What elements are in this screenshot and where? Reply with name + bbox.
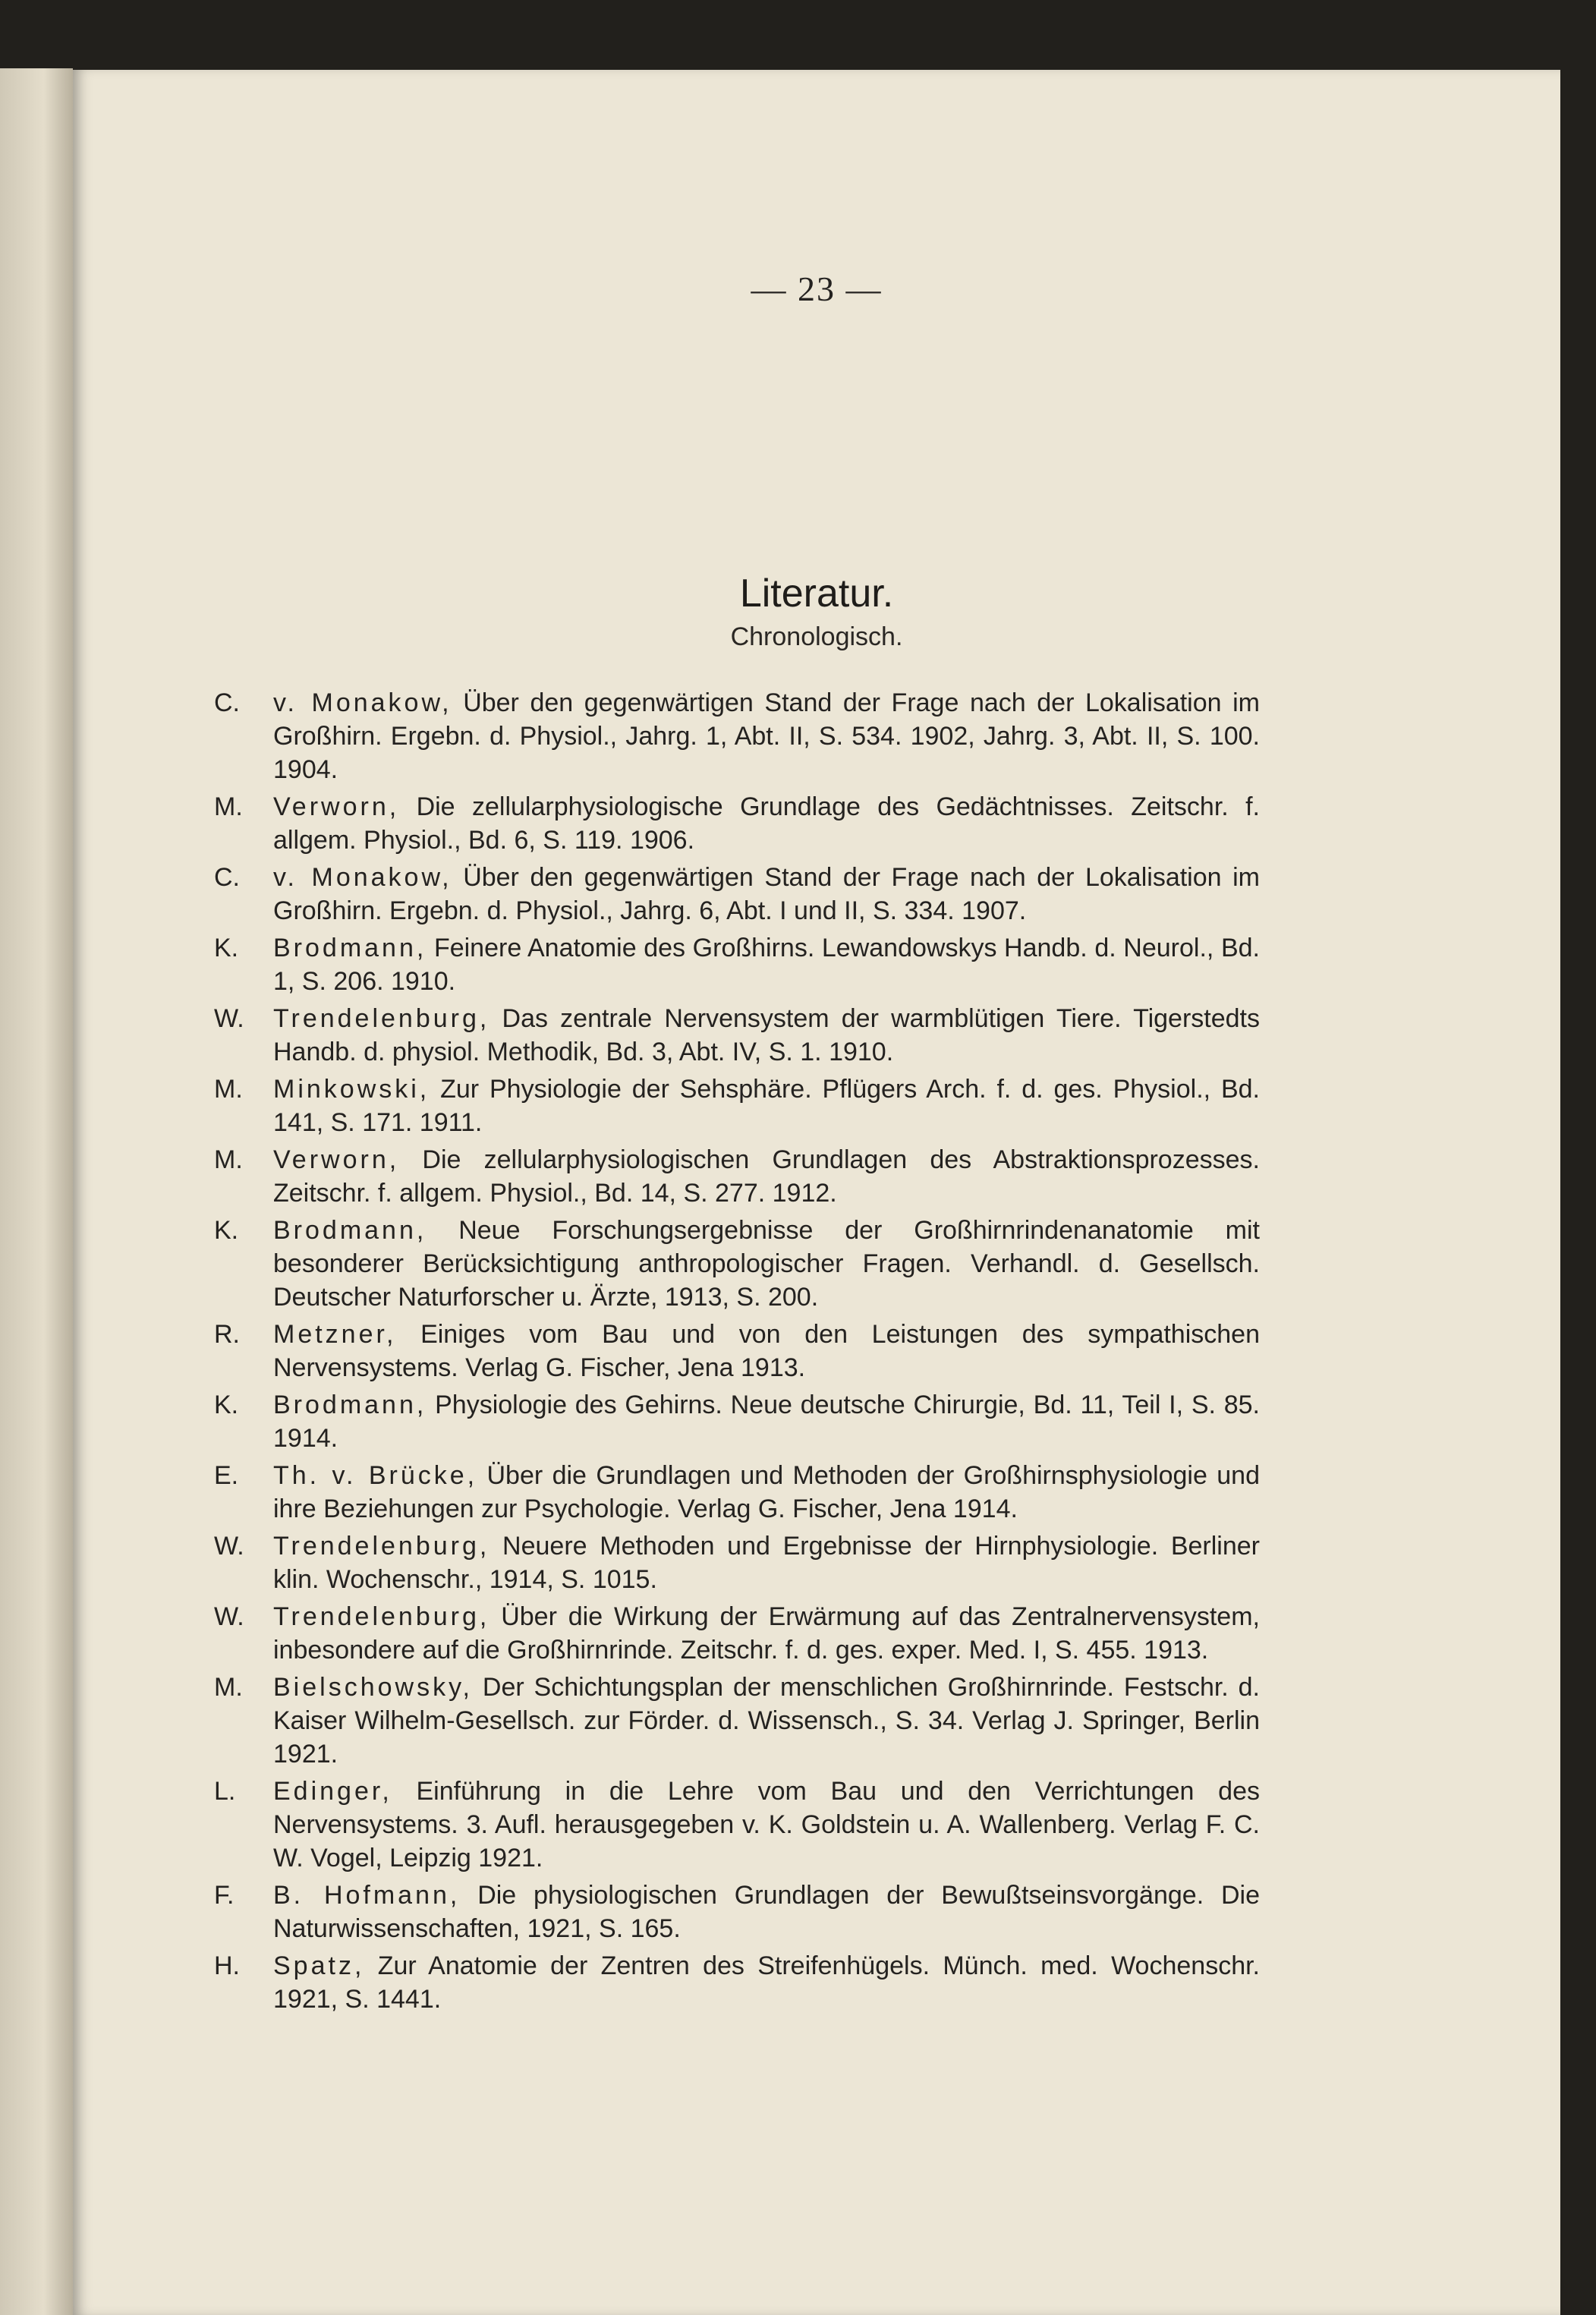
reference-initials: K. [214, 1391, 239, 1419]
page-title: Literatur. [739, 572, 894, 616]
book-page [73, 70, 1560, 2315]
reference-text: Zur Physiologie der Sehsphäre. Pflügers Arch. f. d. ges. Physiol., Bd. 141, S. 171. 1911. [273, 1075, 1260, 1137]
reference-item [214, 1529, 1260, 1596]
reference-initials: L. [214, 1777, 236, 1806]
reference-author: Bielschowsky, [273, 1673, 473, 1702]
reference-item [214, 1949, 1260, 2016]
reference-initials: W. [214, 1602, 244, 1631]
reference-text: Einiges vom Bau und von den Leistungen des sympathischen Nervensystems. Verlag G. Fischer, Jena 1913. [273, 1320, 1260, 1382]
reference-item [214, 1214, 1260, 1314]
reference-text: Physiologie des Gehirns. Neue deutsche Chirurgie, Bd. 11, Teil I, S. 85. 1914. [273, 1391, 1260, 1453]
reference-text: Über die Grundlagen und Methoden der Großhirnsphysiologie und ihre Beziehungen zur Psychologie. Verlag G. Fischer, Jena 1914. [273, 1461, 1260, 1523]
reference-initials: M. [214, 1673, 243, 1702]
reference-item [214, 861, 1260, 928]
reference-item [214, 1318, 1260, 1384]
reference-initials: W. [214, 1532, 244, 1561]
reference-author: Verworn, [273, 792, 400, 821]
reference-initials: K. [214, 934, 239, 962]
reference-item [214, 1143, 1260, 1210]
reference-author: Trendelenburg, [273, 1004, 490, 1033]
reference-item [214, 931, 1260, 998]
reference-item [214, 790, 1260, 857]
reference-text: Über den gegenwärtigen Stand der Frage nach der Lokalisation im Großhirn. Ergebn. d. Physiol., Jahrg. 1, Abt. II, S. 534. 1902, Jahrg. 3, Abt. II, S. 100. 1904. [273, 688, 1261, 784]
reference-item [214, 1072, 1260, 1139]
reference-item [214, 1671, 1260, 1771]
reference-author: Spatz, [273, 1951, 365, 1980]
page-subtitle: Chronologisch. [730, 622, 903, 651]
reference-author: Verworn, [273, 1145, 400, 1174]
reference-text: Der Schichtungsplan der menschlichen Großhirnrinde. Festschr. d. Kaiser Wilhelm-Gesellsch. zur Förder. d. Wissensch., S. 34. Verlag J. Springer, Berlin 1921. [273, 1673, 1260, 1769]
reference-initials: H. [214, 1951, 240, 1980]
reference-author: Edinger, [273, 1777, 392, 1806]
page-number: — 23 — [751, 269, 883, 308]
reference-author: Th. v. Brücke, [273, 1461, 478, 1490]
reference-author: Trendelenburg, [273, 1602, 490, 1631]
reference-initials: M. [214, 792, 243, 821]
reference-list [214, 686, 1260, 2020]
reference-text: Einführung in die Lehre vom Bau und den Verrichtungen des Nervensystems. 3. Aufl. herausgegeben v. K. Goldstein u. A. Wallenberg. Verlag F. C. W. Vogel, Leipzig 1921. [273, 1777, 1260, 1872]
reference-text: Zur Anatomie der Zentren des Streifenhügels. Münch. med. Wochenschr. 1921, S. 1441. [273, 1951, 1260, 2014]
reference-text: Das zentrale Nervensystem der warmblütigen Tiere. Tigerstedts Handb. d. physiol. Methodik, Bd. 3, Abt. IV, S. 1. 1910. [273, 1004, 1260, 1066]
previous-page-edge [0, 68, 73, 2315]
reference-author: v. Monakow, [273, 863, 452, 892]
reference-text: Die zellularphysiologischen Grundlagen des Abstraktionsprozesses. Zeitschr. f. allgem. Physiol., Bd. 14, S. 277. 1912. [273, 1145, 1260, 1208]
reference-initials: K. [214, 1216, 239, 1245]
reference-text: Die physiologischen Grundlagen der Bewußtseinsvorgänge. Die Naturwissenschaften, 1921, S. 165. [273, 1881, 1260, 1943]
reference-text: Neue Forschungsergebnisse der Großhirnrindenanatomie mit besonderer Berücksichtigung anthropologischer Fragen. Verhandl. d. Gesellsch. Deutscher Naturforscher u. Ärzte, 1913, S. 200. [273, 1216, 1260, 1312]
reference-item [214, 1879, 1260, 1945]
reference-initials: C. [214, 863, 240, 892]
reference-text: Neuere Methoden und Ergebnisse der Hirnphysiologie. Berliner klin. Wochenschr., 1914, S. 1015. [273, 1532, 1260, 1594]
reference-author: B. Hofmann, [273, 1881, 461, 1910]
reference-item [214, 686, 1260, 786]
reference-author: Minkowski, [273, 1075, 430, 1104]
reference-initials: M. [214, 1145, 243, 1174]
reference-text: Über den gegenwärtigen Stand der Frage nach der Lokalisation im Großhirn. Ergebn. d. Physiol., Jahrg. 6, Abt. I und II, S. 334. 1907. [273, 863, 1261, 925]
reference-author: Brodmann, [273, 934, 427, 962]
reference-author: Metzner, [273, 1320, 397, 1349]
reference-item [214, 1459, 1260, 1526]
reference-author: Trendelenburg, [273, 1532, 490, 1561]
reference-initials: F. [214, 1881, 235, 1910]
reference-text: Die zellularphysiologische Grundlage des Gedächtnisses. Zeitschr. f. allgem. Physiol., Bd. 6, S. 119. 1906. [273, 792, 1260, 855]
reference-item [214, 1002, 1260, 1069]
reference-initials: R. [214, 1320, 240, 1349]
reference-initials: M. [214, 1075, 243, 1104]
reference-author: Brodmann, [273, 1391, 427, 1419]
reference-initials: E. [214, 1461, 239, 1490]
reference-text: Feinere Anatomie des Großhirns. Lewandowskys Handb. d. Neurol., Bd. 1, S. 206. 1910. [273, 934, 1260, 996]
reference-item [214, 1775, 1260, 1875]
reference-item [214, 1600, 1260, 1667]
reference-item [214, 1388, 1260, 1455]
reference-author: Brodmann, [273, 1216, 427, 1245]
reference-initials: W. [214, 1004, 244, 1033]
reference-text: Über die Wirkung der Erwärmung auf das Zentralnervensystem, inbesondere auf die Großhirnrinde. Zeitschr. f. d. ges. exper. Med. I, S. 455. 1913. [273, 1602, 1260, 1665]
reference-initials: C. [214, 688, 240, 717]
reference-author: v. Monakow, [273, 688, 452, 717]
